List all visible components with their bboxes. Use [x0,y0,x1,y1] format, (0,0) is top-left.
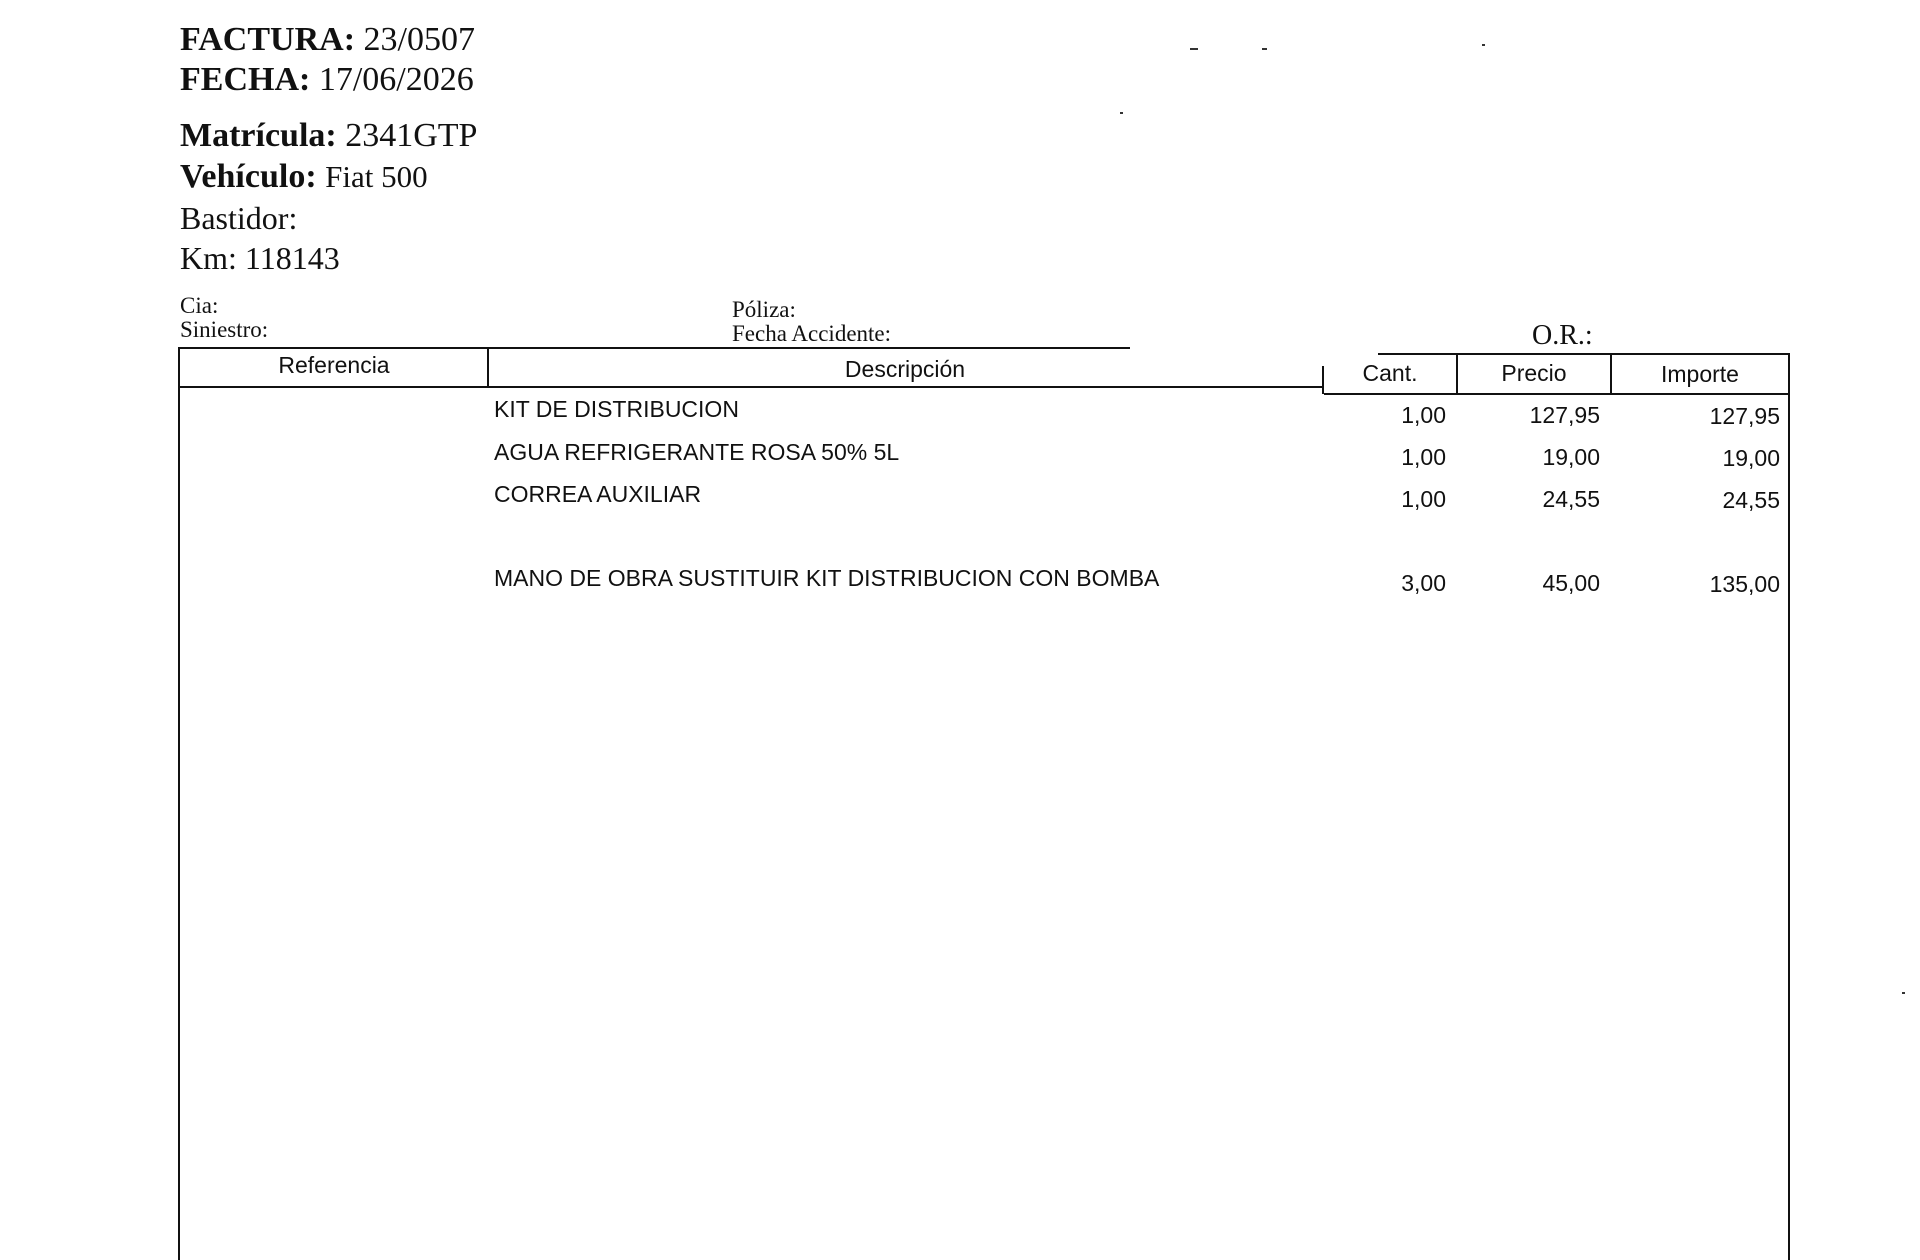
chassis-line [180,199,297,237]
matricula-label: Matrícula: [180,117,337,154]
invoice-date-line [180,60,474,100]
vehiculo-label: Vehículo: [180,158,317,195]
row-description: CORREA AUXILIAR [494,481,702,507]
row-description: AGUA REFRIGERANTE ROSA 50% 5L [494,439,900,465]
row-cant: 1,00 [1401,402,1446,428]
row-cant: 1,00 [1401,486,1446,512]
row-precio: 19,00 [1542,444,1600,470]
fecha-accidente-label: Fecha Accidente: [732,321,892,346]
factura-label: FACTURA: [180,21,356,58]
poliza-label: Póliza: [732,297,796,322]
scan-speck [1902,992,1905,994]
col-header-cant: Cant. [1362,360,1418,386]
km-value: 118143 [244,240,340,276]
row-description: KIT DE DISTRIBUCION [494,396,739,422]
row-cant: 3,00 [1401,570,1446,596]
scan-speck [1190,48,1198,50]
row-cant: 1,00 [1401,444,1446,470]
bastidor-label: Bastidor: [180,200,298,236]
invoice-number-line [180,20,475,60]
scan-speck [1120,112,1123,114]
table-right-border [1788,353,1790,1260]
km-line [180,239,340,277]
fecha-value: 17/06/2026 [318,61,474,98]
vehicle-line [180,157,428,197]
scan-speck [1482,44,1485,46]
col-header-descripcion: Descripción [844,356,966,382]
row-precio: 24,55 [1542,486,1600,512]
col-header-precio: Precio [1501,360,1567,386]
row-importe: 24,55 [1722,487,1780,513]
or-label: O.R.: [1532,320,1593,351]
vehiculo-value: Fiat 500 [325,159,428,194]
scan-speck [1262,48,1267,50]
factura-value: 23/0507 [363,21,475,58]
row-precio: 45,00 [1542,570,1600,596]
row-description: MANO DE OBRA SUSTITUIR KIT DISTRIBUCION CON BOMBA [494,565,1160,591]
row-importe: 127,95 [1709,403,1780,429]
plate-line [180,116,477,156]
col-header-referencia: Referencia [278,352,390,378]
row-importe: 135,00 [1709,571,1780,597]
row-precio: 127,95 [1529,402,1600,428]
col-header-importe: Importe [1661,361,1739,387]
cia-label: Cia: [180,293,219,318]
km-label: Km: [180,240,237,276]
fecha-label: FECHA: [180,61,311,98]
matricula-value: 2341GTP [345,117,478,154]
table-left-border [178,347,180,1260]
row-importe: 19,00 [1722,445,1780,471]
siniestro-label: Siniestro: [180,317,269,342]
